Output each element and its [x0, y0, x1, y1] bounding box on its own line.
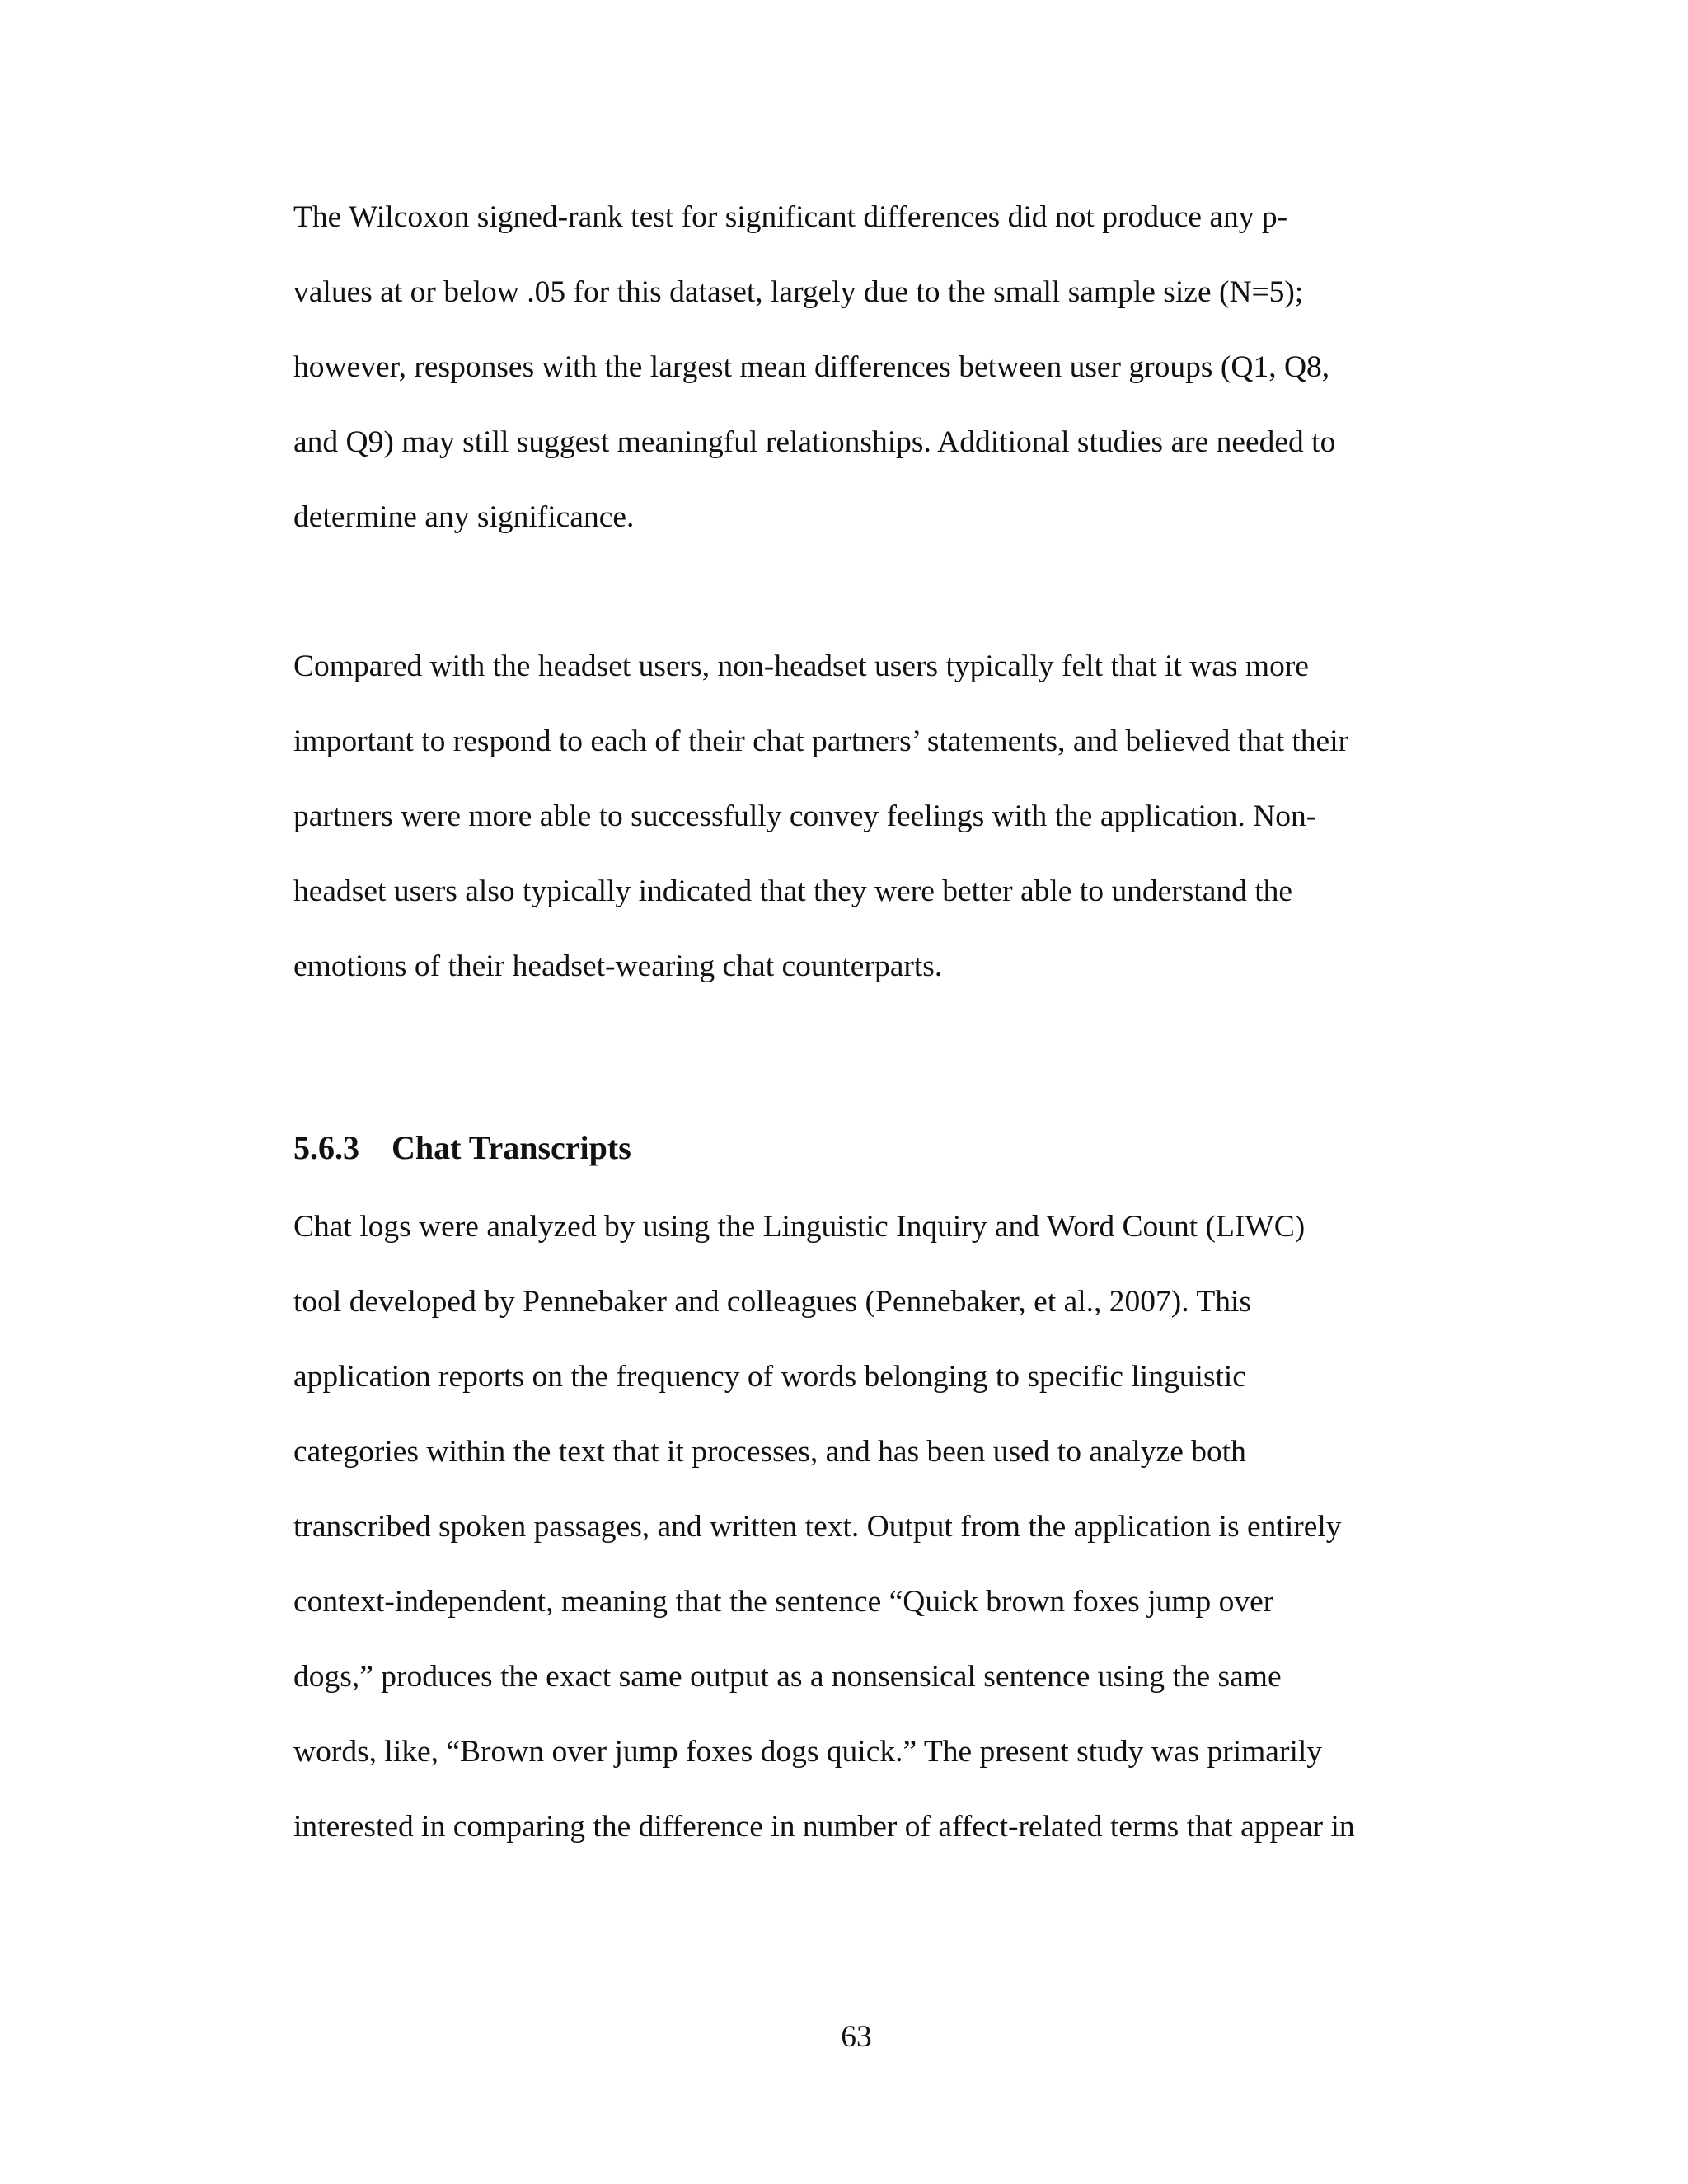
paragraph-chat-transcripts: [293, 1189, 1423, 1864]
text-line: determine any significance.: [293, 500, 635, 534]
text-line: values at or below .05 for this dataset, largely due to the small sample size (N=5);: [293, 275, 1304, 309]
text-line: The Wilcoxon signed-rank test for significant differences did not produce any p-: [293, 200, 1288, 234]
paragraph-wilcoxon-results: [293, 180, 1423, 555]
page-number: 63: [841, 2020, 872, 2054]
section-title: Chat Transcripts: [392, 1129, 631, 1166]
text-line: dogs,” produces the exact same output as a nonsensical sentence using the same: [293, 1660, 1282, 1694]
text-line: however, responses with the largest mean differences between user groups (Q1, Q8,: [293, 350, 1330, 384]
text-line: interested in comparing the difference in number of affect-related terms that appear in: [293, 1810, 1355, 1844]
text-line: and Q9) may still suggest meaningful relationships. Additional studies are needed to: [293, 425, 1336, 459]
text-line: important to respond to each of their chat partners’ statements, and believed that their: [293, 724, 1349, 758]
text-line: context-independent, meaning that the sentence “Quick brown foxes jump over: [293, 1585, 1274, 1619]
text-line: words, like, “Brown over jump foxes dogs quick.” The present study was primarily: [293, 1735, 1323, 1769]
text-line: Compared with the headset users, non-headset users typically felt that it was more: [293, 649, 1309, 683]
text-line: tool developed by Pennebaker and colleagues (Pennebaker, et al., 2007). This: [293, 1285, 1252, 1319]
text-line: application reports on the frequency of words belonging to specific linguistic: [293, 1360, 1246, 1394]
text-line: partners were more able to successfully convey feelings with the application. Non-: [293, 799, 1317, 833]
section-heading: [293, 1122, 631, 1174]
text-line: transcribed spoken passages, and written text. Output from the application is entirely: [293, 1510, 1342, 1544]
text-line: categories within the text that it processes, and has been used to analyze both: [293, 1435, 1246, 1469]
text-line: headset users also typically indicated that they were better able to understand the: [293, 874, 1293, 908]
paragraph-headset-comparison: [293, 629, 1423, 1004]
text-line: Chat logs were analyzed by using the Linguistic Inquiry and Word Count (LIWC): [293, 1210, 1306, 1244]
section-number: 5.6.3: [293, 1129, 359, 1166]
text-line: emotions of their headset-wearing chat counterparts.: [293, 949, 943, 983]
